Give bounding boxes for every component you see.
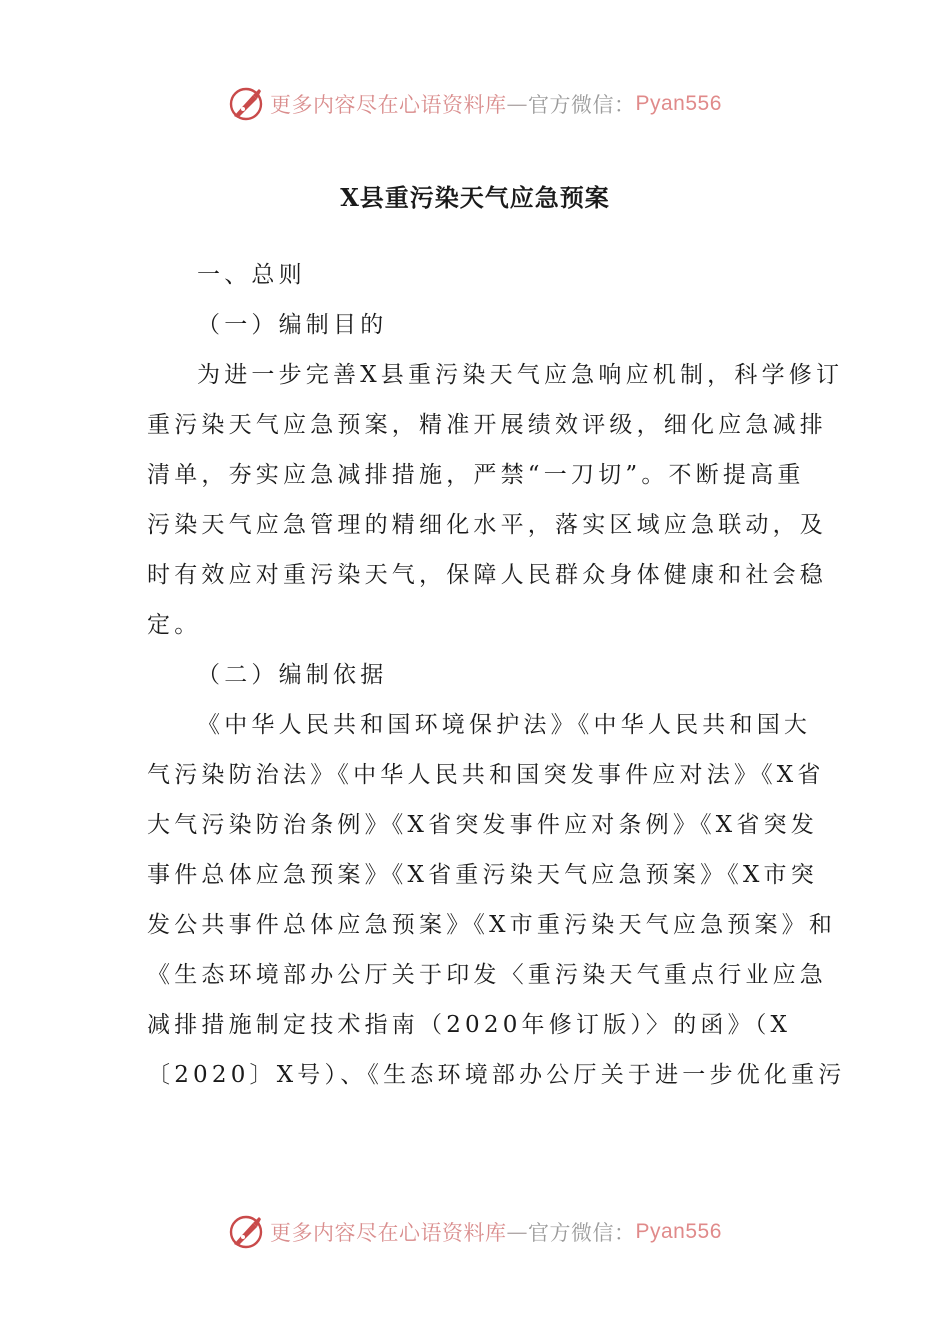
paragraph-line: 《生态环境部办公厅关于印发〈重污染天气重点行业应急 <box>147 962 827 988</box>
banner-wechat-id: Pyan556 <box>635 92 722 115</box>
paragraph-line: 〔2020〕X号）、《生态环境部办公厅关于进一步优化重污 <box>147 1062 846 1088</box>
paragraph-line: 时有效应对重污染天气，保障人民群众身体健康和社会稳 <box>147 562 827 588</box>
subsection-heading-purpose: （一）编制目的 <box>197 312 388 338</box>
paragraph-line: 为进一步完善X县重污染天气应急响应机制，科学修订 <box>197 362 844 388</box>
banner-text: 更多内容尽在心语资料库 <box>270 1221 507 1245</box>
footer-banner <box>226 1210 722 1254</box>
paragraph-line: 大气污染防治条例》《X省突发事件应对条例》《X省突发 <box>147 812 818 838</box>
banner-separator: — <box>506 92 528 116</box>
banner-separator: — <box>506 1220 528 1244</box>
paragraph-line: 发公共事件总体应急预案》《X市重污染天气应急预案》和 <box>147 912 837 938</box>
subsection-heading-basis: （二）编制依据 <box>197 662 388 688</box>
pen-nib-logo-icon <box>226 1212 266 1252</box>
section-heading-general: 一、总则 <box>197 262 306 288</box>
pen-nib-logo-icon <box>226 84 266 124</box>
banner-text: 更多内容尽在心语资料库 <box>270 93 507 117</box>
paragraph-line: 重污染天气应急预案，精准开展绩效评级，细化应急减排 <box>147 412 827 438</box>
banner-wechat-label: 官方微信： <box>528 1221 636 1245</box>
banner-wechat-label: 官方微信： <box>528 93 636 117</box>
paragraph-line: 污染天气应急管理的精细化水平，落实区域应急联动，及 <box>147 512 827 538</box>
paragraph-line: 气污染防治法》《中华人民共和国突发事件应对法》《X省 <box>147 762 825 788</box>
paragraph-line: 《中华人民共和国环境保护法》《中华人民共和国大 <box>197 712 812 738</box>
paragraph-line: 定。 <box>147 612 202 638</box>
paragraph-line: 清单，夯实应急减排措施，严禁“一刀切”。不断提高重 <box>147 462 805 488</box>
banner-wechat-id: Pyan556 <box>635 1220 722 1243</box>
document-title: X县重污染天气应急预案 <box>340 183 610 212</box>
header-banner <box>226 82 722 126</box>
paragraph-line: 减排措施制定技术指南（2020年修订版）〉的函》（X <box>147 1012 792 1038</box>
paragraph-line: 事件总体应急预案》《X省重污染天气应急预案》《X市突 <box>147 862 818 888</box>
